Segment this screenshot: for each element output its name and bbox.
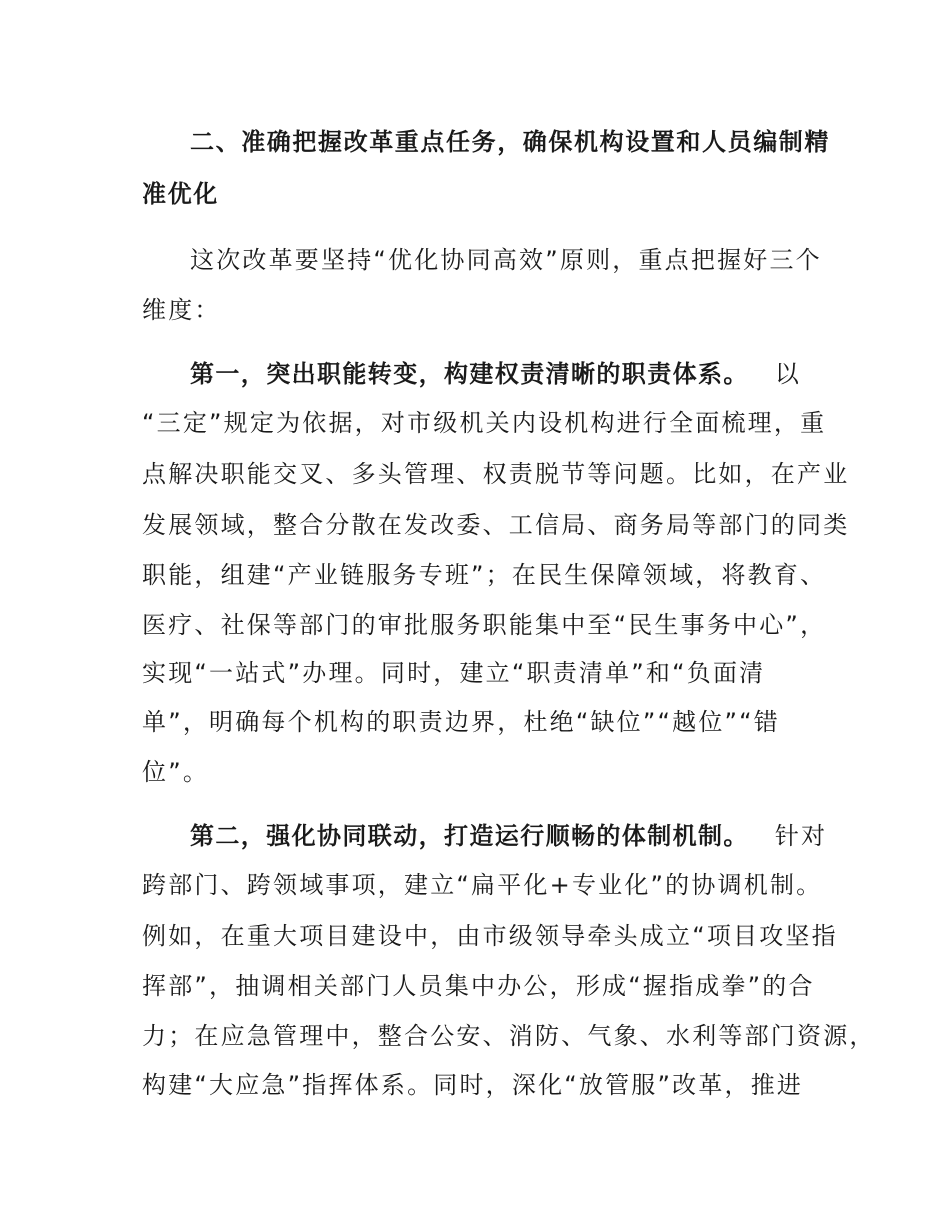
intro-line-2: 维度： (142, 296, 221, 324)
point2-line-1: 针对 (774, 822, 828, 850)
section-heading-line-1: 二、准确把握改革重点任务，确保机构设置和人员编制精 (190, 128, 830, 156)
point1-first-line (190, 358, 870, 390)
point1-line-7: 实现“一站式”办理。同时，建立“职责清单”和“负面清 (142, 659, 766, 687)
intro-line-1: 这次改革要坚持“优化协同高效”原则，重点把握好三个 (190, 246, 822, 274)
point2-lead: 第二，强化协同联动，打造运行顺畅的体制机制。 (190, 822, 749, 850)
point2-first-line (190, 820, 870, 852)
point1-line-4: 发展领域，整合分散在发改委、工信局、商务局等部门的同类 (142, 511, 850, 539)
point2-line-3: 例如，在重大项目建设中，由市级领导牵头成立“项目攻坚指 (142, 922, 838, 950)
point1-line-5: 职能，组建“产业链服务专班”；在民生保障领域，将教育、 (142, 561, 827, 589)
point1-line-9: 位”。 (142, 758, 210, 786)
point1-line-6: 医疗、社保等部门的审批服务职能集中至“民生事务中心”， (142, 611, 827, 639)
point1-line-1: 以 (774, 360, 802, 388)
point2-line-4: 挥部”，抽调相关部门人员集中办公，形成“握指成拳”的合 (142, 972, 815, 1000)
point1-line-2: “三定”规定为依据，对市级机关内设机构进行全面梳理，重 (142, 409, 827, 437)
section-heading-line-2: 准优化 (142, 180, 219, 208)
point1-line-8: 单”，明确每个机构的职责边界，杜绝“缺位”“越位”“错 (142, 708, 780, 736)
point1-lead: 第一，突出职能转变，构建权责清晰的职责体系。 (190, 360, 749, 388)
point1-line-3: 点解决职能交叉、多头管理、权责脱节等问题。比如，在产业 (142, 460, 850, 488)
point2-line-5: 力；在应急管理中，整合公安、消防、气象、水利等部门资源， (142, 1022, 876, 1050)
point2-line-2: 跨部门、跨领域事项，建立“扁平化+专业化”的协调机制。 (142, 871, 823, 899)
point2-line-6: 构建“大应急”指挥体系。同时，深化“放管服”改革，推进 (142, 1071, 804, 1099)
